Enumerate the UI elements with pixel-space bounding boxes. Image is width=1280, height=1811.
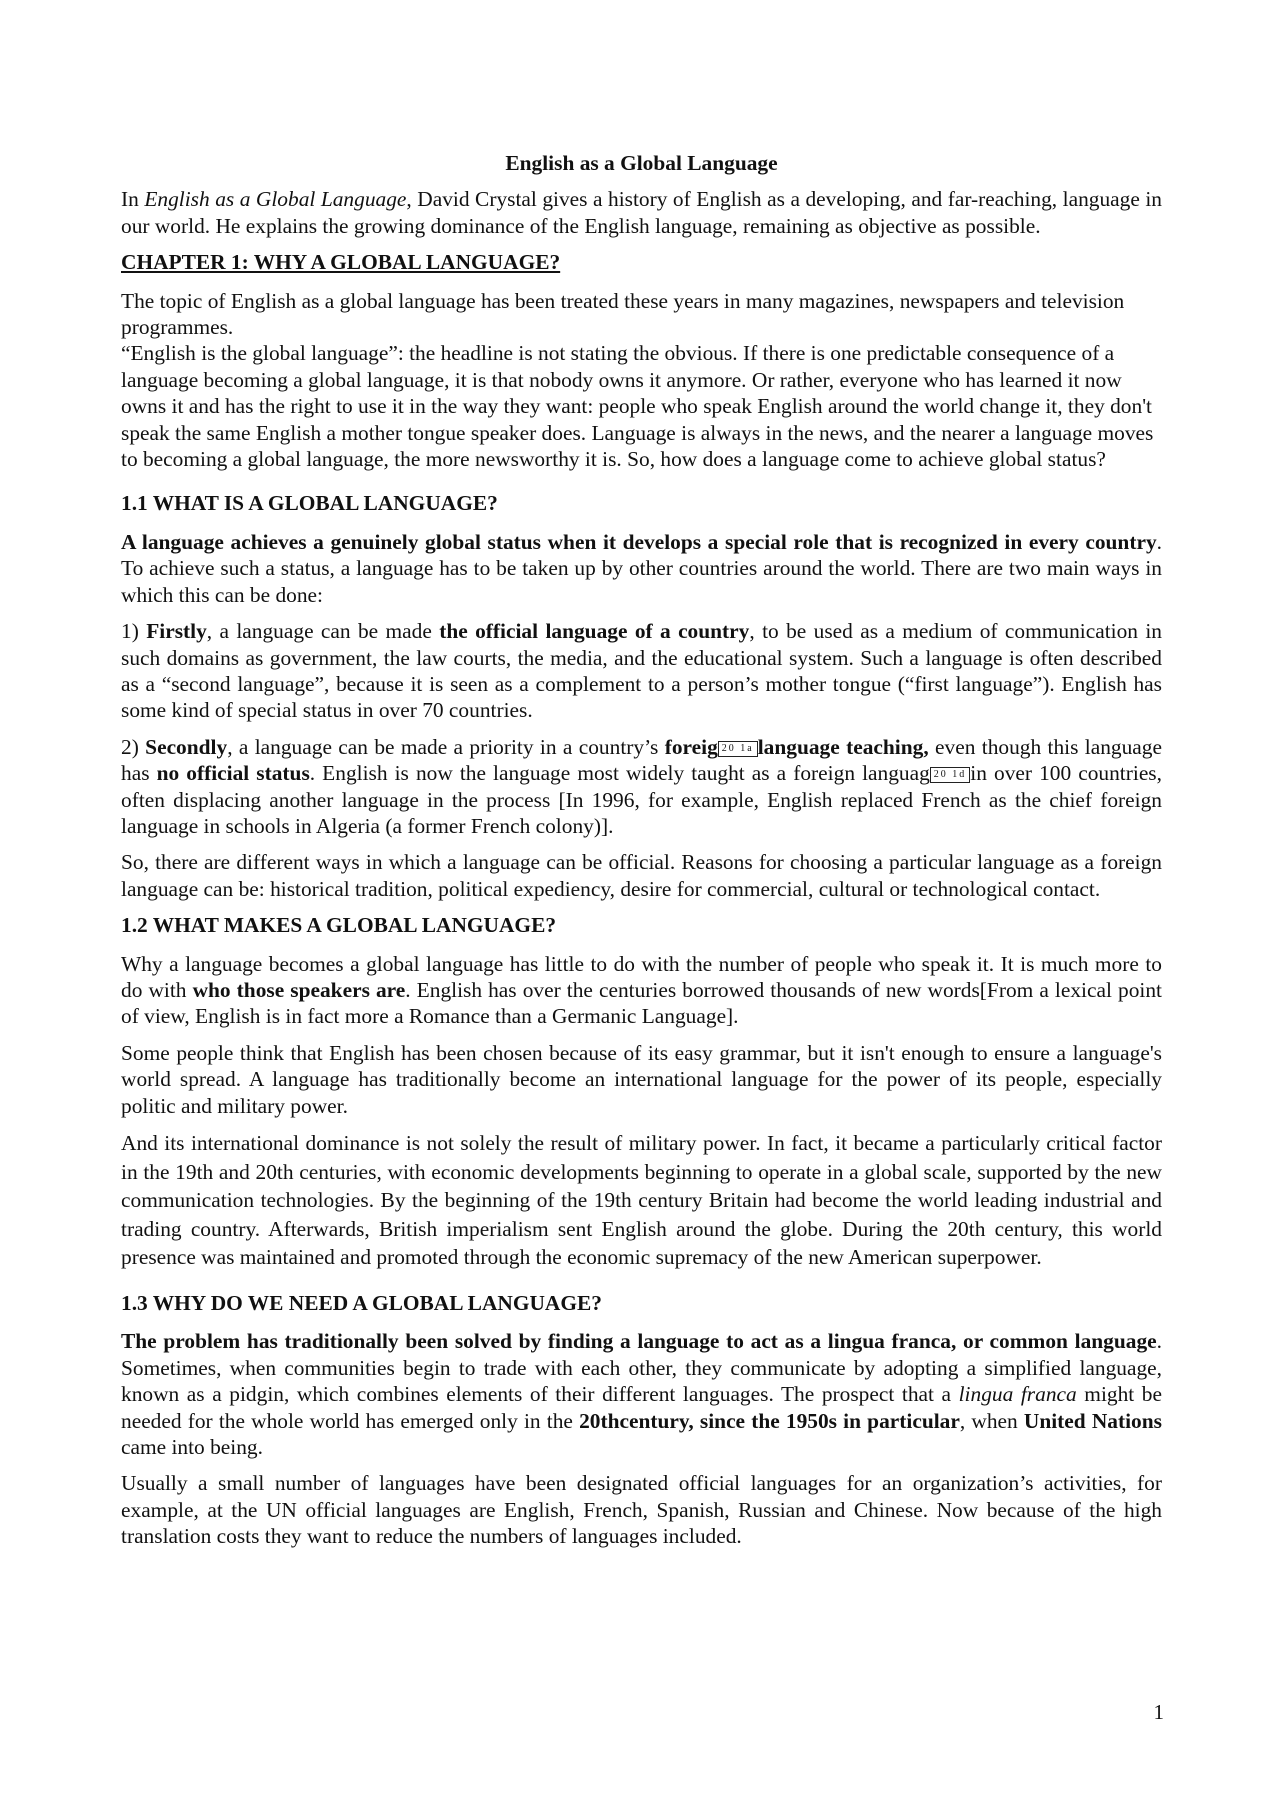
italic-text: lingua franca — [958, 1382, 1077, 1407]
section-1-2-paragraph-1 — [121, 951, 1162, 1030]
bold-text: Firstly — [146, 619, 207, 644]
body-text: Why a language becomes a global language has little to do with the number of people who speak it. It is much more to do with — [121, 951, 1162, 1002]
section-1-2-paragraph-2: Some people think that English has been chosen because of its easy grammar, but it isn't enough to ensure a language's world spread. A language has traditionally become an international language for the power of its people, especially politic and military power. — [121, 1040, 1162, 1118]
body-text: 2) — [121, 734, 146, 759]
section-1-2-heading: 1.2 WHAT MAKES A GLOBAL LANGUAGE? — [121, 913, 557, 938]
bold-text: United Nations — [1023, 1408, 1162, 1433]
document-title: English as a Global Language — [505, 151, 778, 175]
bold-text: 20thcentury, since the 1950s in particular — [579, 1408, 960, 1433]
body-text: , a language can be made a priority in a country’s — [227, 734, 665, 759]
body-text: . To achieve such a status, a language has to be taken up by other countries around the world. There are two main ways in which this can be done: — [121, 529, 1162, 607]
section-1-1-paragraph-3 — [121, 734, 1162, 840]
body-text: even though this language has — [121, 734, 1162, 786]
body-text: , a language can be made — [206, 619, 440, 644]
book-title: English as a Global Language — [144, 187, 407, 212]
section-1-3-paragraph-2: Usually a small number of languages have been designated official languages for an organization’s activities, for example, at the UN official languages are English, French, Spanish, Russian and Chinese. Now because of the high translation costs they want to reduce the numbers of languages included. — [121, 1471, 1162, 1549]
intro-text: , David Crystal gives a history of English as a developing, and far-reaching, language in our world. He explains the growing dominance of the English language, remaining as objective as possible. — [121, 187, 1163, 238]
bold-text: A language achieves a genuinely global status when it develops a special role that is recognized in every country — [121, 529, 1157, 554]
bold-text: the official language of a country — [439, 619, 750, 644]
bold-text: Secondly — [145, 734, 228, 759]
bold-text: no official status — [156, 761, 310, 786]
section-1-1-heading: 1.1 WHAT IS A GLOBAL LANGUAGE? — [121, 491, 498, 516]
body-text: came into being. — [121, 1435, 263, 1459]
chapter-1-heading: CHAPTER 1: WHY A GLOBAL LANGUAGE? — [121, 250, 561, 275]
chapter-1-paragraph-1: The topic of English as a global language has been treated these years in many magazines, newspapers and television programmes. — [121, 288, 1125, 340]
page-number: 1 — [1153, 1700, 1164, 1724]
bold-text: foreig — [664, 734, 718, 759]
body-text: . English has over the centuries borrowed thousands of new words[From a lexical point of view, English is in fact more a Romance than a Germanic Language]. — [121, 977, 1162, 1029]
section-1-1-paragraph-2 — [121, 618, 1162, 724]
section-1-3-paragraph-1 — [121, 1328, 1162, 1460]
annotation-box: 20 1a — [718, 741, 758, 757]
body-text: in over 100 countries, often displacing another language in the process [In 1996, for example, English replaced French as the chief foreign language in schools in Algeria (a former French colony)]. — [121, 761, 1162, 838]
bold-text: language teaching, — [757, 734, 929, 759]
annotation-box: 20 1d — [930, 767, 971, 783]
body-text: , when — [959, 1408, 1024, 1433]
body-text: . Sometimes, when communities begin to trade with each other, they communicate by adopting a simplified language, known as a pidgin, which combines elements of their different languages. The prospect that a — [121, 1329, 1162, 1407]
chapter-1-paragraph-2: “English is the global language”: the headline is not stating the obvious. If there is one predictable consequence of a language becoming a global language, it is that nobody owns it anymore. Or rather, everyone who has learned it now owns it and has the right to use it in the way they want: people who speak English around the world change it, they don't speak the same English a mother tongue speaker does. Language is always in the news, and the nearer a language moves to becoming a global language, the more newsworthy it is. So, how does a language come to achieve global status? — [121, 341, 1154, 472]
section-1-1-paragraph-4: So, there are different ways in which a language can be official. Reasons for choosing a particular language as a foreign language can be: historical tradition, political expediency, desire for commercial, cultural or technological contact. — [121, 850, 1162, 901]
section-1-1-paragraph-1 — [121, 529, 1162, 608]
body-text: , to be used as a medium of communication in such domains as government, the law courts, the media, and the educational system. Such a language is often described as a “second language”, because it is seen as a complement to a person’s mother tongue (“first language”). English has some kind of special status in over 70 countries. — [121, 619, 1162, 723]
intro-text: In — [121, 187, 145, 212]
body-text: 1) — [121, 619, 147, 644]
intro-paragraph — [121, 186, 1162, 239]
section-1-3-heading: 1.3 WHY DO WE NEED A GLOBAL LANGUAGE? — [121, 1290, 602, 1315]
section-1-2-paragraph-3: And its international dominance is not solely the result of military power. In fact, it became a particularly critical factor in the 19th and 20th centuries, with economic developments beginning to operate in a global scale, supported by the new communication technologies. By the beginning of the 19th century Britain had become the world leading industrial and trading country. Afterwards, British imperialism sent English around the globe. During the 20th century, this world presence was maintained and promoted through the economic supremacy of the new American superpower. — [121, 1131, 1162, 1270]
body-text: might be needed for the whole world has emerged only in the — [121, 1382, 1162, 1433]
document-page — [121, 150, 1162, 1560]
bold-text: who those speakers are — [192, 977, 406, 1002]
bold-text: The problem has traditionally been solved by finding a language to act as a lingua franca, or common language — [121, 1329, 1157, 1354]
body-text: . English is now the language most widely taught as a foreign languag — [309, 761, 930, 786]
